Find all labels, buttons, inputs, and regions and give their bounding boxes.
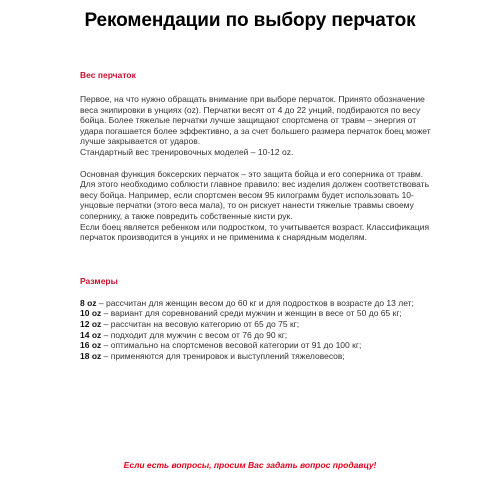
size-oz-label: 10 oz — [80, 308, 102, 319]
size-item — [80, 330, 440, 341]
size-item — [80, 298, 440, 309]
weight-section — [80, 70, 440, 243]
size-item — [80, 340, 440, 351]
size-oz-label: 14 oz — [80, 329, 102, 340]
weight-paragraph-1-standard: Стандартный вес тренировочных моделей – 10-12 oz. — [80, 146, 294, 157]
size-description: – оптимально на спортсменов весовой категории от 91 до 100 кг; — [101, 340, 362, 351]
weight-paragraph-3: Если боец является ребенком или подростком, то учитывается возраст. Классификация перчаток производится в унциях и не применима к снарядным моделям. — [80, 221, 430, 243]
size-description: – рассчитан на весовую категорию от 65 до 75 кг; — [101, 318, 300, 329]
size-oz-label: 8 oz — [80, 297, 97, 308]
size-oz-label: 16 oz — [80, 340, 102, 351]
size-item — [80, 351, 440, 362]
size-description: – применяются для тренировок и выступлений тяжеловесов; — [101, 350, 345, 361]
sizes-section-heading: Размеры — [80, 275, 118, 286]
sizes-list — [80, 298, 440, 362]
weight-section-heading: Вес перчаток — [80, 70, 136, 80]
weight-paragraph-1: Первое, на что нужно обращать внимание при выборе перчаток. Принято обозначение веса экипировки в унциях (oz). Перчатки весят от 4 до 22 унций, подбираются по весу бойца. Более тяжелые перчатки лучше защищают спортсмена от травм – энергия от удара погашается более эффективно, а за счет большего размера перчаток боец может лучше закрывается от ударов. — [80, 94, 431, 147]
size-description: – вариант для соревнований среди мужчин и женщин в весе от 50 до 65 кг; — [101, 308, 402, 319]
document-content — [80, 70, 440, 361]
size-description: – подходит для мужчин с весом от 76 до 90 кг; — [101, 329, 288, 340]
size-oz-label: 18 oz — [80, 350, 102, 361]
weight-paragraph-2: Основная функция боксерских перчаток – это защита бойца и его соперника от травм. Для этого необходимо соблюсти главное правило: вес изделия должен соответствовать весу бойца. Например, если спортсмен весом 95 килограмм будет использовать 10-унцовые перчатки (этого веса мала), то он рискует нанести тяжелые травмы своему сопернику, а также повредить собственные кисти рук. — [80, 168, 429, 221]
page-title: Рекомендации по выбору перчаток — [84, 10, 416, 31]
size-oz-label: 12 oz — [80, 318, 102, 329]
size-description: – рассчитан для женщин весом до 60 кг и для подростков в возрасте до 13 лет; — [96, 297, 414, 308]
size-item — [80, 319, 440, 330]
sizes-section — [80, 276, 440, 362]
size-item — [80, 308, 440, 319]
seller-contact-note: Если есть вопросы, просим Вас задать вопрос продавцу! — [123, 460, 377, 470]
